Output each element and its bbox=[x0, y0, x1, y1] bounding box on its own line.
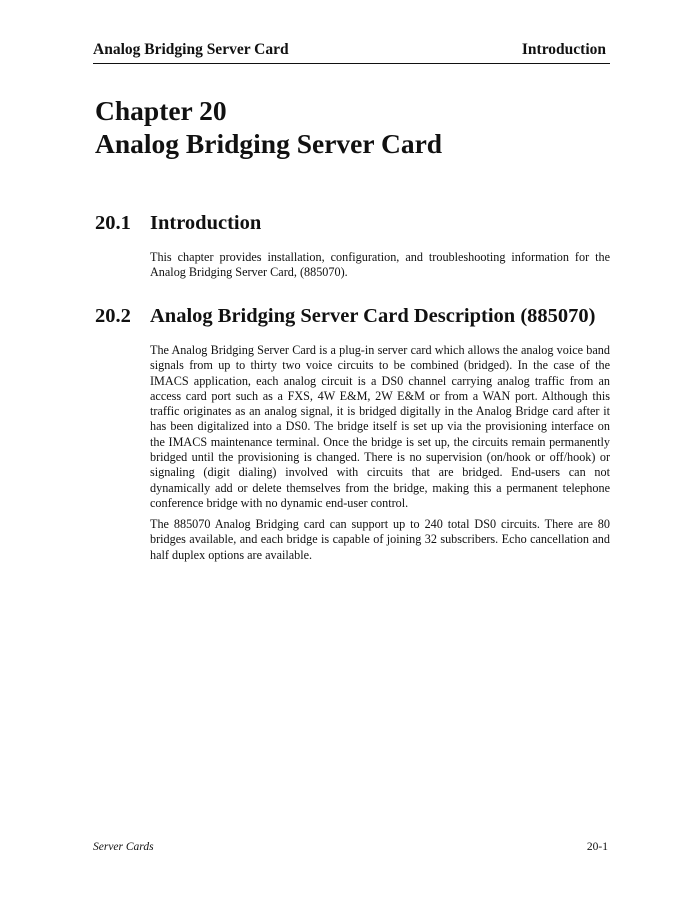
section-number: 20.1 bbox=[95, 212, 131, 234]
capacity-paragraph: The 885070 Analog Bridging card can support up to 240 total DS0 circuits. There are 80 bridges available, and each bridge is capable of joining 32 subscribers. Echo cancellation and half duplex options are available. bbox=[150, 517, 610, 562]
chapter-number: Chapter 20 bbox=[95, 95, 227, 126]
header-rule bbox=[93, 63, 610, 64]
running-header-section: Introduction bbox=[521, 41, 606, 58]
page-number: 20-1 bbox=[586, 841, 608, 853]
introduction-paragraph: This chapter provides installation, configuration, and troubleshooting information for the Analog Bridging Server Card, (885070). bbox=[150, 250, 610, 280]
running-header-title: Analog Bridging Server Card bbox=[93, 41, 289, 58]
section-heading-introduction bbox=[95, 211, 261, 235]
section-title: Analog Bridging Server Card Description (885070) bbox=[150, 305, 596, 327]
chapter-title bbox=[95, 94, 442, 160]
chapter-name: Analog Bridging Server Card bbox=[95, 128, 443, 159]
section-heading-description bbox=[95, 304, 595, 328]
footer-book-title: Server Cards bbox=[93, 841, 154, 853]
description-paragraph: The Analog Bridging Server Card is a plug-in server card which allows the analog voice band signals from up to thirty two voice circuits to be combined (bridged). In the case of the IMACS application, each analog circuit is a DS0 channel carrying analog traffic from an access card port such as a FXS, 4W E&M, 2W E&M or from a WAN port. Although this traffic originates as an analog signal, it is bridged digitally in the Analog Bridge card after it has been digitalized into a DS0. The bridge itself is set up via the provisioning interface on the IMACS maintenance terminal. Once the bridge is set up, the circuits remain permanently bridged until the provisioning is changed. There is no supervision (on/hook or off/hook) or signaling (digit dialing) involved with circuits that are bridged. End-users can not dynamically add or delete themselves from the bridge, making this a permanent telephone conference bridge with no dynamic end-user control. bbox=[150, 343, 610, 510]
section-number: 20.2 bbox=[95, 305, 131, 327]
section-title: Introduction bbox=[150, 212, 262, 234]
